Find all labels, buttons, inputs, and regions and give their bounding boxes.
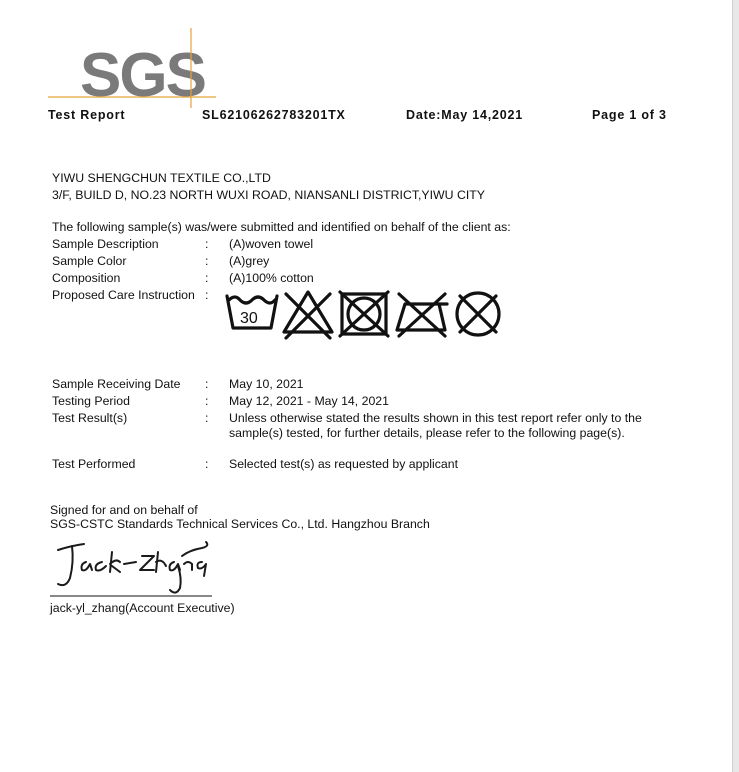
field-label: Sample Description bbox=[52, 237, 159, 251]
do-not-dry-clean-icon bbox=[457, 293, 499, 335]
field-label: Testing Period bbox=[52, 394, 130, 408]
field-separator: : bbox=[205, 271, 209, 285]
field-separator: : bbox=[205, 377, 209, 391]
field-separator: : bbox=[205, 457, 209, 471]
signature bbox=[50, 532, 215, 598]
wash-temperature: 30 bbox=[240, 310, 258, 327]
sgs-logo bbox=[48, 28, 218, 108]
field-separator: : bbox=[205, 411, 209, 425]
field-value: May 10, 2021 bbox=[229, 377, 304, 391]
sgs-logo-text: SGS bbox=[80, 41, 205, 108]
field-separator: : bbox=[205, 394, 209, 408]
page-edge bbox=[732, 0, 739, 772]
field-value: Selected test(s) as requested by applicant bbox=[229, 457, 458, 471]
report-date: Date:May 14,2021 bbox=[406, 108, 524, 122]
client-name: YIWU SHENGCHUN TEXTILE CO.,LTD bbox=[52, 171, 271, 185]
do-not-iron-icon bbox=[397, 294, 447, 336]
field-label: Proposed Care Instruction bbox=[52, 288, 195, 302]
signer-name: jack-yl_zhang(Account Executive) bbox=[50, 601, 235, 615]
client-address: 3/F, BUILD D, NO.23 NORTH WUXI ROAD, NIANSANLI DISTRICT,YIWU CITY bbox=[52, 188, 485, 202]
page-number: Page 1 of 3 bbox=[592, 108, 667, 122]
report-number: SL62106262783201TX bbox=[202, 108, 346, 122]
field-value: Unless otherwise stated the results shown in this test report refer only to the bbox=[229, 411, 642, 425]
field-separator: : bbox=[205, 288, 209, 302]
care-symbols bbox=[225, 288, 507, 340]
signature-stroke bbox=[58, 542, 207, 593]
field-value: (A)grey bbox=[229, 254, 270, 268]
intro-text: The following sample(s) was/were submitted and identified on behalf of the client as: bbox=[52, 220, 511, 234]
do-not-bleach-icon bbox=[284, 292, 332, 338]
field-label: Sample Receiving Date bbox=[52, 377, 181, 391]
field-separator: : bbox=[205, 237, 209, 251]
do-not-tumble-dry-icon bbox=[340, 292, 388, 336]
field-value: (A)100% cotton bbox=[229, 271, 314, 285]
report-label: Test Report bbox=[48, 108, 126, 122]
field-label: Test Result(s) bbox=[52, 411, 128, 425]
signoff-company: SGS-CSTC Standards Technical Services Co., Ltd. Hangzhou Branch bbox=[50, 517, 430, 531]
field-label: Sample Color bbox=[52, 254, 127, 268]
wash-30-icon bbox=[227, 296, 277, 328]
signoff-line: Signed for and on behalf of bbox=[50, 503, 198, 517]
field-label: Composition bbox=[52, 271, 121, 285]
field-value: May 12, 2021 - May 14, 2021 bbox=[229, 394, 389, 408]
field-label: Test Performed bbox=[52, 457, 136, 471]
field-value: (A)woven towel bbox=[229, 237, 314, 251]
field-value-continued: sample(s) tested, for further details, please refer to the following page(s). bbox=[229, 426, 625, 440]
field-separator: : bbox=[205, 254, 209, 268]
